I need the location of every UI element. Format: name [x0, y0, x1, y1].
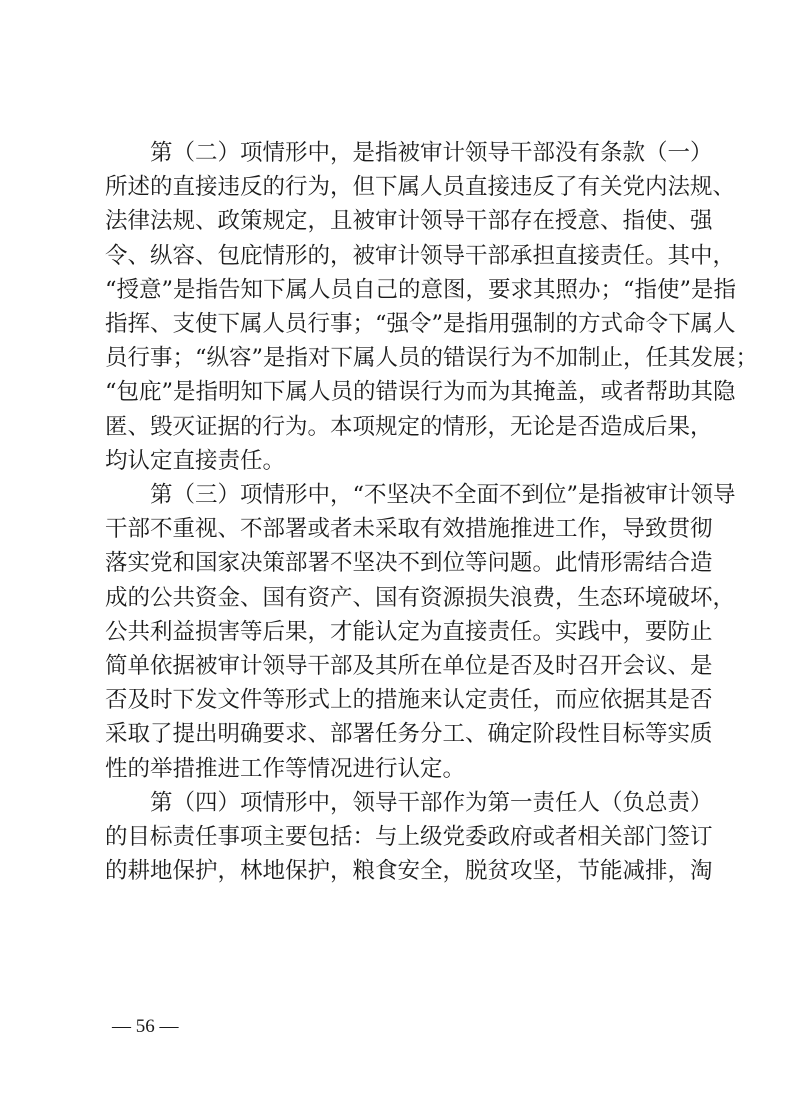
- text-line: 公共利益损害等后果，才能认定为直接责任。实践中，要防止: [105, 618, 713, 645]
- text-line: “授意”是指告知下属人员自己的意图，要求其照办；“指使”是指: [105, 276, 737, 303]
- text-line: 第（四）项情形中，领导干部作为第一责任人（负总责）: [150, 789, 713, 816]
- text-line: 落实党和国家决策部署不坚决不到位等问题。此情形需结合造: [105, 550, 713, 577]
- text-line: 法律法规、政策规定，且被审计领导干部存在授意、指使、强: [105, 208, 713, 235]
- text-line: 否及时下发文件等形式上的措施来认定责任，而应依据其是否: [105, 687, 713, 714]
- text-line: 指挥、支使下属人员行事；“强令”是指用强制的方式命令下属人: [105, 311, 736, 337]
- page-number: — 56 —: [112, 1016, 179, 1037]
- text-line: 所述的直接违反的行为，但下属人员直接违反了有关党内法规、: [105, 174, 736, 201]
- text-line: 性的举措推进工作等情况进行认定。: [105, 755, 466, 782]
- text-line: 第（三）项情形中，“不坚决不全面不到位”是指被审计领导: [150, 482, 736, 508]
- text-line: 采取了提出明确要求、部署任务分工、确定阶段性目标等实质: [105, 721, 713, 748]
- text-line: 第（二）项情形中，是指被审计领导干部没有条款（一）: [150, 140, 713, 166]
- text-line: 成的公共资金、国有资产、国有资源损失浪费，生态环境破坏，: [105, 584, 736, 611]
- text-line: “包庇”是指明知下属人员的错误行为而为其掩盖，或者帮助其隐: [105, 379, 736, 406]
- text-line: 均认定直接责任。: [105, 447, 286, 474]
- text-line: 干部不重视、不部署或者未采取有效措施推进工作，导致贯彻: [105, 516, 713, 543]
- text-line: 的目标责任事项主要包括：与上级党委政府或者相关部门签订: [105, 824, 713, 850]
- text-line: 令、纵容、包庇情形的，被审计领导干部承担直接责任。其中，: [105, 242, 736, 269]
- text-line: 简单依据被审计领导干部及其所在单位是否及时召开会议、是: [105, 653, 713, 679]
- text-line: 的耕地保护，林地保护，粮食安全，脱贫攻坚，节能减排，淘: [105, 858, 713, 885]
- text-line: 匿、毁灭证据的行为。本项规定的情形，无论是否造成后果，: [105, 413, 713, 440]
- text-line: 员行事；“纵容”是指对下属人员的错误行为不加制止，任其发展；: [105, 345, 759, 372]
